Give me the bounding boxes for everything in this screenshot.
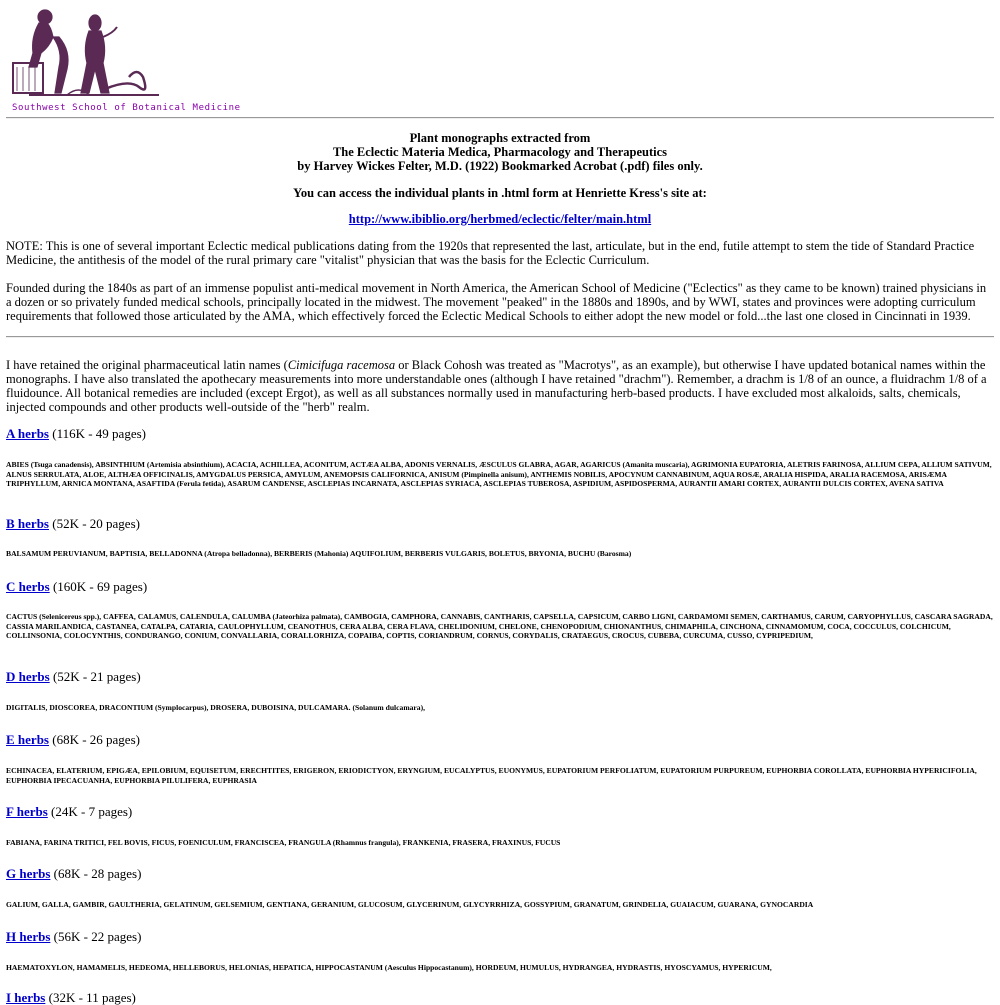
d-herbs-list: DIGITALIS, DIOSCOREA, DRACONTIUM (Symplocarpus), DROSERA, DUBOISINA, DULCAMARA. (Solanum dulcamara), [6,703,426,712]
divider [6,336,994,338]
g-herbs-link[interactable]: G herbs [6,866,51,881]
section-info: (160K - 69 pages) [49,579,148,594]
c-herbs-link[interactable]: C herbs [6,579,50,594]
access-link-wrapper [6,212,994,226]
section-info: (116K - 49 pages) [48,426,146,441]
section-info: (56K - 22 pages) [50,929,142,944]
g-herbs-list: GALIUM, GALLA, GAMBIR, GAULTHERIA, GELATINUM, GELSEMIUM, GENTIANA, GERANIUM, GLUCOSUM, GLYCERINUM, GLYCYRRHIZA, GOSSYPIUM, GRANATUM, GRINDELIA, GUAIACUM, GUARANA, GYNOCARDIA [6,900,814,909]
section-c [6,579,147,594]
felter-main-link[interactable]: http://www.ibiblio.org/herbmed/eclectic/felter/main.html [348,212,652,226]
i-herbs-link[interactable]: I herbs [6,990,46,1005]
section-d [6,669,141,684]
section-info: (68K - 28 pages) [50,866,142,881]
section-g [6,866,141,881]
section-info: (52K - 20 pages) [48,516,140,531]
e-herbs-link[interactable]: E herbs [6,732,49,747]
herbalist-figures-icon [9,7,195,99]
note-paragraph: NOTE: This is one of several important Eclectic medical publications dating from the 1920s that represented the last, articulate, but in the end, futile attempt to stem the tide of Standard Practice Medicine, the antithesis of the model of the rural primary care "vitalist" physician that was the basis for the Eclectic Curriculum. [6,239,975,267]
e-herbs-list: ECHINACEA, ELATERIUM, EPIGÆA, EPILOBIUM, EQUISETUM, ERECHTITES, ERIGERON, ERIODICTYON, ERYNGIUM, EUCALYPTUS, EUONYMUS, EUPATORIUM PERFOLIATUM, EUPATORIUM PURPUREUM, EUPHORBIA COROLLATA, EUPHORBIA HYPERICIFOLIA, EUPHORBIA IPECACUANHA, EUPHORBIA PILULIFERA, EUPHRASIA [6,766,977,785]
h-herbs-link[interactable]: H herbs [6,929,51,944]
section-info: (24K - 7 pages) [47,804,133,819]
retained-paragraph [6,358,994,414]
b-herbs-list: BALSAMUM PERUVIANUM, BAPTISIA, BELLADONNA (Atropa belladonna), BERBERIS (Mahonia) AQUIFOLIUM, BERBERIS VULGARIS, BOLETUS, BRYONIA, BUCHU (Barosma) [6,549,632,558]
page-title [6,131,994,173]
title-line-2: The Eclectic Materia Medica, Pharmacology and Therapeutics [332,145,668,159]
section-info: (52K - 21 pages) [49,669,141,684]
title-line-3: by Harvey Wickes Felter, M.D. (1922) Bookmarked Acrobat (.pdf) files only. [297,159,703,173]
section-i [6,990,136,1005]
c-herbs-list: CACTUS (Selenicereus spp.), CAFFEA, CALAMUS, CALENDULA, CALUMBA (Jateorhiza palmata), CAMBOGIA, CAMPHORA, CANNABIS, CANTHARIS, CAPSELLA, CAPSICUM, CARBO LIGNI, CARDAMOMI SEMEN, CARTHAMUS, CARUM, CARYOPHYLLUS, CASCARA SAGRADA, CASSIA MARILANDICA, CASTANEA, CATALPA, CATARIA, CAULOPHYLLUM, CEANOTHUS, CERA ALBA, CERA FLAVA, CHELIDONIUM, CHELONE, CHENOPODIUM, CHIONANTHUS, CHIMAPHILA, CINCHONA, CINNAMOMUM, COCA, COCCULUS, COLCHICUM, COLLINSONIA, COLOCYNTHIS, CONDURANGO, CONIUM, CONVALLARIA, CORALLORHIZA, COPAIBA, COPTIS, CORIANDRUM, CORNUS, CORYDALIS, CRATAEGUS, CROCUS, CUBEBA, CURCUMA, CUSSO, CYPRIPEDIUM, [6,612,993,640]
section-info: (68K - 26 pages) [48,732,140,747]
section-e [6,732,140,747]
b-herbs-link[interactable]: B herbs [6,516,49,531]
retained-text-italic: Cimicifuga racemosa [287,358,396,372]
logo-caption: Southwest School of Botanical Medicine [12,103,241,113]
section-f [6,804,132,819]
retained-text-start: I have retained the original pharmaceutical latin names ( [6,358,288,372]
h-herbs-list: HAEMATOXYLON, HAMAMELIS, HEDEOMA, HELLEBORUS, HELONIAS, HEPATICA, HIPPOCASTANUM (Aesculus Hippocastanum), HORDEUM, HUMULUS, HYDRANGEA, HYDRASTIS, HYOSCYAMUS, HYPERICUM, [6,963,772,972]
a-herbs-link[interactable]: A herbs [6,426,49,441]
title-line-1: Plant monographs extracted from [409,131,591,145]
access-text: You can access the individual plants in .html form at Henriette Kress's site at: [293,186,707,200]
school-logo[interactable] [9,7,241,113]
section-b [6,516,140,531]
section-a [6,426,146,441]
d-herbs-link[interactable]: D herbs [6,669,50,684]
divider [6,117,994,119]
section-h [6,929,141,944]
retained-text-end: or Black Cohosh was treated as "Macrotys", as an example), but otherwise I have updated botanical names within the monographs. I have also translated the apothecary measurements into more understandable ones (although I have retained "drachm"). Remember, a drachm is 1/8 of an ounce, a fluidrachm 1/8 of a fluidounce. All botanical remedies are included (except Ergot), as well as all substances normally used in manufacturing herb-based products. I have excluded most alkaloids, salts, chemicals, injected compounds and other products well-outside of the "herb" realm. [6,358,987,414]
f-herbs-list: FABIANA, FARINA TRITICI, FEL BOVIS, FICUS, FOENICULUM, FRANCISCEA, FRANGULA (Rhamnus frangula), FRANKENIA, FRASERA, FRAXINUS, FUCUS [6,838,561,847]
founded-paragraph: Founded during the 1840s as part of an immense populist anti-medical movement in North America, the American School of Medicine ("Eclectics" as they came to be known) trained physicians in a dozen or so privately funded medical schools, principally located in the midwest. The movement "peaked" in the 1880s and 1890s, and by WWI, states and provinces were adopting curriculum requirements that followed those articulated by the AMA, which effectively forced the Eclectic Medical Schools to either adopt the new model or fold...the last one closed in Cincinnati in 1939. [6,281,987,323]
a-herbs-list: ABIES (Tsuga canadensis), ABSINTHIUM (Artemisia absinthium), ACACIA, ACHILLEA, ACONITUM, ACTÆA ALBA, ADONIS VERNALIS, ÆSCULUS GLABRA, AGAR, AGARICUS (Amanita muscaria), AGRIMONIA EUPATORIA, ALETRIS FARINOSA, ALLIUM CEPA, ALLIUM SATIVUM, ALNUS SERRULATA, ALOE, ALTHÆA OFFICINALIS, AMYGDALUS PERSICA, AMYLUM, ANEMOPSIS CALIFORNICA, ANISUM (Pimpinella anisum), ANTHEMIS NOBILIS, APOCYNUM CANNABINUM, AQUA ROSÆ, ARALIA HISPIDA, ARALIA RACEMOSA, ARISÆMA TRIPHYLLUM, ARNICA MONTANA, ASAFTIDA (Ferula fetida), ASARUM CANDENSE, ASCLEPIAS INCARNATA, ASCLEPIAS SYRIACA, ASCLEPIAS TUBEROSA, ASPIDIUM, ASPIDOSPERMA, AURANTII AMARI CORTEX, AURANTII DULCIS CORTEX, AVENA SATIVA [6,460,992,488]
section-info: (32K - 11 pages) [45,990,136,1005]
f-herbs-link[interactable]: F herbs [6,804,48,819]
